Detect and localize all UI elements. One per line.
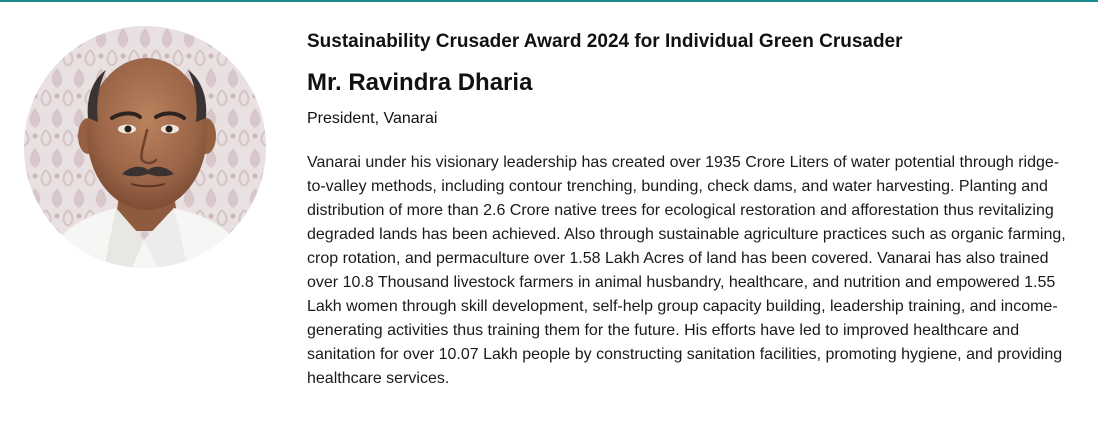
portrait-icon (24, 26, 266, 268)
person-name: Mr. Ravindra Dharia (307, 69, 533, 96)
award-title: Sustainability Crusader Award 2024 for Individual Green Crusader (307, 31, 903, 52)
bio-paragraph: Vanarai under his visionary leadership has created over 1935 Crore Liters of water potential through ridge-to-valley methods, including contour trenching, bunding, check dams, and water harvesting. Planting and distribution of more than 2.6 Crore native trees for ecological restoration and afforestation thus revitalizing degraded lands has been achieved. Also through sustainable agriculture practices such as organic farming, crop rotation, and permaculture over 1.58 Lakh Acres of land has been covered. Vanarai has also trained over 10.8 Thousand livestock farmers in animal husbandry, healthcare, and nutrition and empowered 1.55 Lakh women through skill development, self-help group capacity building, leadership training, and income-generating activities thus training them for the future. His efforts have led to improved healthcare and sanitation for over 10.07 Lakh people by constructing sanitation facilities, promoting hygiene, and providing healthcare services. (307, 154, 1066, 387)
portrait-photo (24, 26, 266, 268)
top-divider (0, 0, 1098, 2)
person-role: President, Vanarai (307, 110, 438, 127)
award-card (307, 29, 1077, 391)
